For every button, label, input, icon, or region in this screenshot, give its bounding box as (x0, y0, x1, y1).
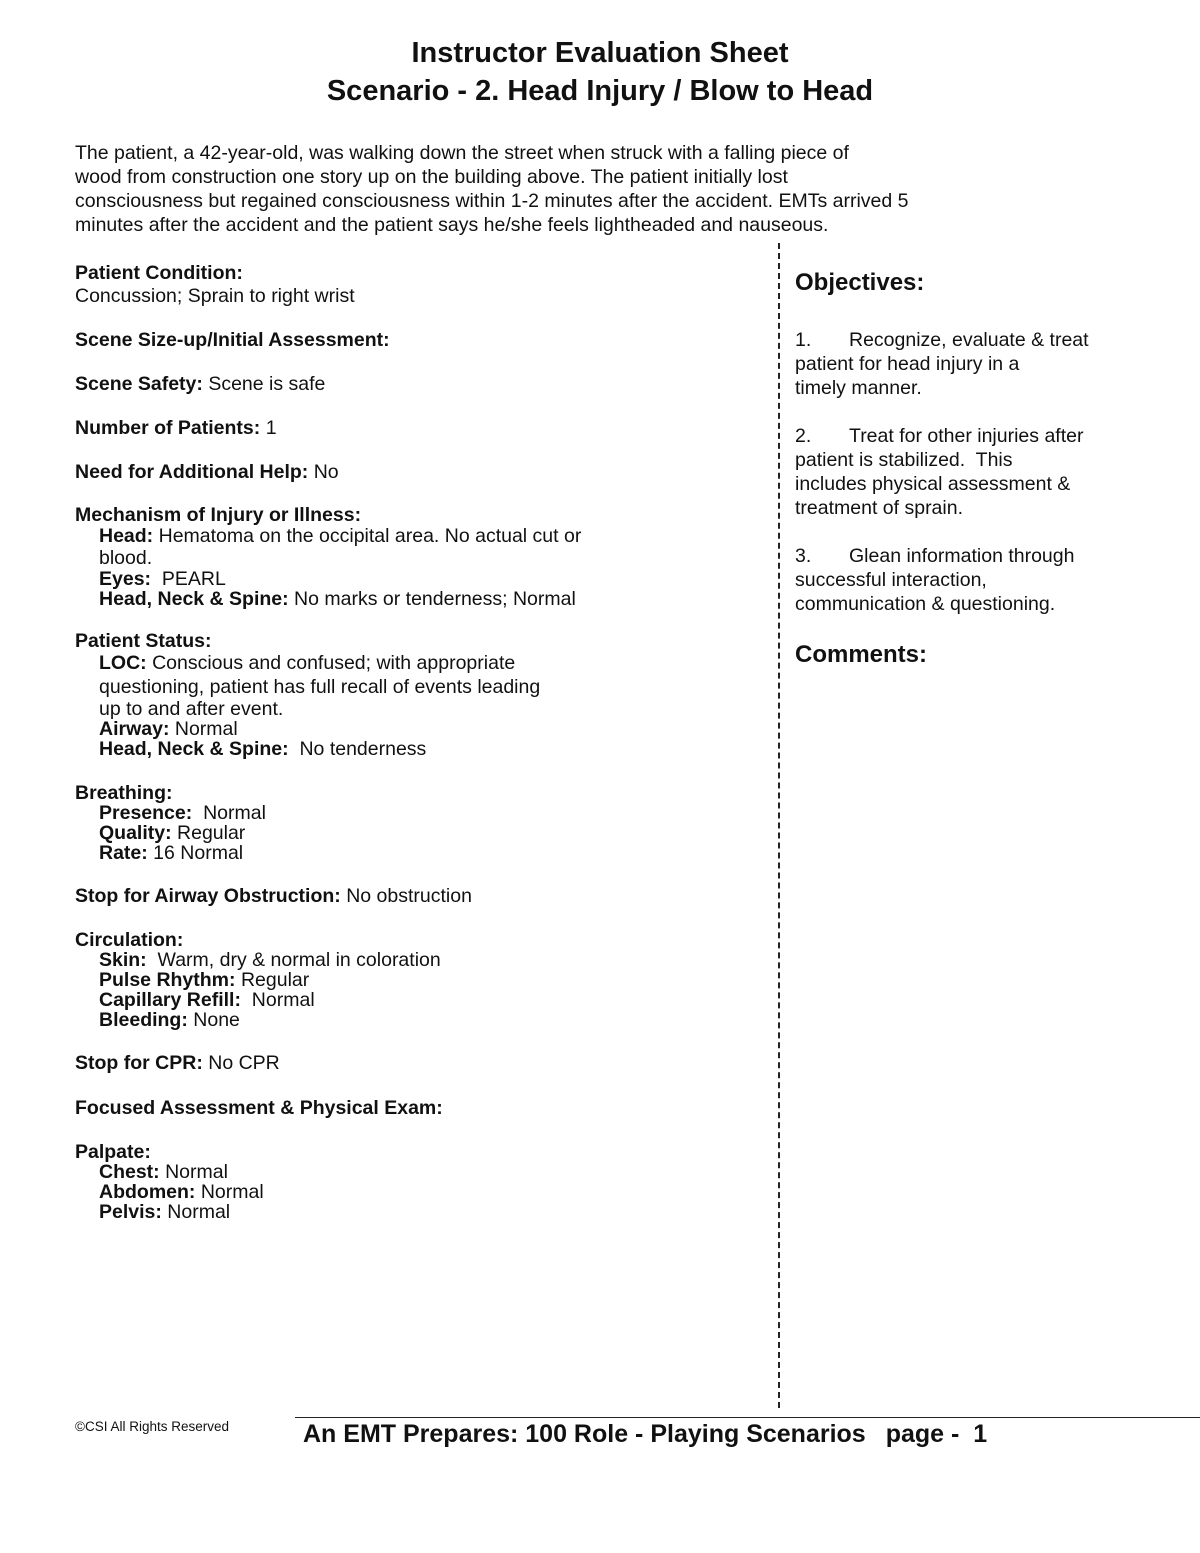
bleeding-value: None (187, 1009, 240, 1031)
head-neck-spine-value: No marks or tenderness; Normal (288, 588, 576, 610)
objective-text: Glean information through (849, 545, 1075, 567)
airway-obstruction-label: Stop for Airway Obstruction: (75, 885, 341, 907)
scene-sizeup-heading: Scene Size-up/Initial Assessment: (75, 329, 390, 351)
circulation-heading: Circulation: (75, 929, 184, 951)
number-of-patients-value: 1 (260, 417, 277, 439)
patient-condition-section (75, 262, 765, 308)
scene-sizeup-section (75, 329, 765, 352)
loc-value: Conscious and confused; with appropriate (146, 652, 516, 674)
objective-text: Treat for other injuries after (849, 425, 1084, 447)
pelvis-label: Pelvis: (99, 1201, 162, 1223)
circulation-section (75, 930, 765, 1030)
intro-line: wood from construction one story up on the building above. The patient initially lost (75, 166, 788, 188)
eyes-value: PEARL (151, 568, 226, 590)
objective-item (795, 328, 1140, 400)
page-number: page - 1 (885, 1420, 988, 1448)
scene-safety-value: Scene is safe (202, 373, 326, 395)
eyes-label: Eyes: (99, 568, 152, 590)
capillary-refill-value: Normal (240, 989, 315, 1011)
mechanism-section (75, 505, 765, 609)
objectives-column (795, 266, 1140, 672)
document-title (0, 34, 1200, 110)
footer-title (303, 1420, 987, 1449)
head-value: Hematoma on the occipital area. No actual cut or (153, 525, 582, 547)
bleeding-label: Bleeding: (99, 1009, 188, 1031)
additional-help-label: Need for Additional Help: (75, 461, 309, 483)
column-divider (778, 243, 780, 1408)
objective-number: 1. (795, 329, 812, 351)
book-title: An EMT Prepares: 100 Role - Playing Scenarios (303, 1420, 866, 1448)
mechanism-heading: Mechanism of Injury or Illness: (75, 504, 362, 526)
focused-assessment-heading: Focused Assessment & Physical Exam: (75, 1097, 443, 1119)
cpr-label: Stop for CPR: (75, 1052, 203, 1074)
loc-value-cont: up to and after event. (99, 698, 284, 720)
skin-value: Warm, dry & normal in coloration (146, 949, 441, 971)
objective-text: treatment of sprain. (795, 497, 963, 519)
scene-safety-label: Scene Safety: (75, 373, 203, 395)
objective-text: patient is stabilized. This (795, 449, 1013, 471)
comments-heading: Comments: (795, 641, 928, 668)
palpate-details (75, 1162, 765, 1222)
status-head-neck-spine-label: Head, Neck & Spine: (99, 738, 289, 760)
rate-value: 16 Normal (147, 842, 244, 864)
status-head-neck-spine-value: No tenderness (288, 738, 427, 760)
presence-label: Presence: (99, 802, 193, 824)
airway-label: Airway: (99, 718, 170, 740)
head-label: Head: (99, 525, 154, 547)
cpr-section (75, 1052, 765, 1075)
objective-text: patient for head injury in a (795, 353, 1020, 375)
objective-item (795, 424, 1140, 520)
quality-value: Regular (171, 822, 246, 844)
circulation-details (75, 950, 765, 1030)
objective-text: timely manner. (795, 377, 922, 399)
objective-text: Recognize, evaluate & treat (849, 329, 1089, 351)
title-line-1: Instructor Evaluation Sheet (411, 37, 789, 69)
additional-help-section (75, 461, 765, 484)
objective-text: communication & questioning. (795, 593, 1056, 615)
cpr-value: No CPR (202, 1052, 280, 1074)
scene-safety-section (75, 373, 765, 396)
patient-status-heading: Patient Status: (75, 630, 212, 652)
intro-line: minutes after the accident and the patient says he/she feels lightheaded and nauseous. (75, 214, 829, 236)
patient-status-details (75, 651, 765, 759)
assessment-column (75, 262, 765, 1222)
abdomen-label: Abdomen: (99, 1181, 196, 1203)
rate-label: Rate: (99, 842, 148, 864)
capillary-refill-label: Capillary Refill: (99, 989, 241, 1011)
breathing-heading: Breathing: (75, 782, 173, 804)
copyright-notice: ©CSI All Rights Reserved (75, 1419, 230, 1434)
objective-text: includes physical assessment & (795, 473, 1071, 495)
abdomen-value: Normal (195, 1181, 264, 1203)
palpate-heading: Palpate: (75, 1141, 151, 1163)
objective-item (795, 544, 1140, 616)
chest-value: Normal (159, 1161, 228, 1183)
number-of-patients-section (75, 417, 765, 440)
palpate-section (75, 1142, 765, 1222)
chest-label: Chest: (99, 1161, 160, 1183)
objective-text: successful interaction, (795, 569, 987, 591)
head-neck-spine-label: Head, Neck & Spine: (99, 588, 289, 610)
objectives-heading: Objectives: (795, 269, 925, 296)
footer-rule (295, 1417, 1200, 1418)
loc-value-cont: questioning, patient has full recall of events leading (99, 676, 541, 698)
objective-number: 3. (795, 545, 812, 567)
number-of-patients-label: Number of Patients: (75, 417, 261, 439)
breathing-details (75, 803, 765, 863)
pulse-rhythm-value: Regular (235, 969, 310, 991)
airway-obstruction-section (75, 885, 765, 908)
skin-label: Skin: (99, 949, 147, 971)
head-value-cont: blood. (99, 547, 153, 569)
airway-obstruction-value: No obstruction (340, 885, 472, 907)
patient-condition-value: Concussion; Sprain to right wrist (75, 285, 355, 307)
objective-number: 2. (795, 425, 812, 447)
mechanism-details (75, 525, 765, 609)
focused-assessment-section (75, 1097, 765, 1120)
loc-label: LOC: (99, 652, 147, 674)
breathing-section (75, 783, 765, 863)
airway-value: Normal (169, 718, 238, 740)
quality-label: Quality: (99, 822, 172, 844)
intro-line: consciousness but regained consciousness within 1-2 minutes after the accident. EMTs arrived 5 (75, 190, 909, 212)
patient-status-section (75, 631, 765, 759)
scenario-description (75, 141, 1035, 237)
presence-value: Normal (192, 802, 266, 824)
title-line-2: Scenario - 2. Head Injury / Blow to Head (326, 75, 874, 107)
additional-help-value: No (308, 461, 339, 483)
pelvis-value: Normal (161, 1201, 231, 1223)
pulse-rhythm-label: Pulse Rhythm: (99, 969, 236, 991)
intro-line: The patient, a 42-year-old, was walking down the street when struck with a falling piece of (75, 142, 849, 164)
patient-condition-heading: Patient Condition: (75, 262, 243, 284)
